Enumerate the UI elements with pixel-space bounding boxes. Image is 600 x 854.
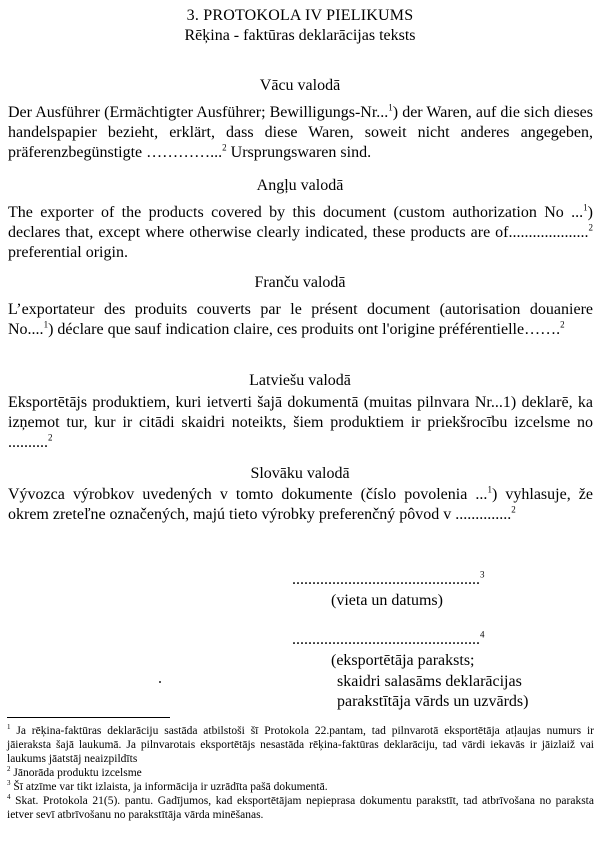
section-text-latvian <box>8 393 593 453</box>
footnote-number: 1 <box>7 723 11 732</box>
section-heading-latvian: Latviešu valodā <box>249 372 351 389</box>
footnote-ref: 1 <box>43 319 49 330</box>
german-text-part3: Ursprungswaren sind. <box>226 144 372 161</box>
annex-title: 3. PROTOKOLA IV PIELIKUMS <box>186 7 414 24</box>
footnote-number: 3 <box>7 779 11 788</box>
footnote-ref: 2 <box>588 222 593 233</box>
footnote-number: 2 <box>7 765 11 774</box>
footnote-text: Skat. Protokola 21(5). pantu. Gadījumos, kad eksportētājam nepieprasa dokumentu parakstīt, tad atbrīvošana no paraksta ietver sevī atbrīvošanu no parakstītāja vārda minēšanas. <box>7 795 594 821</box>
footnote-3 <box>7 780 594 794</box>
footnote-number: 4 <box>7 793 11 802</box>
section-heading-french: Franču valodā <box>254 274 346 291</box>
section-heading-english: Angļu valodā <box>256 177 344 194</box>
footnote-2 <box>7 766 594 780</box>
footnote-ref: 2 <box>560 319 565 330</box>
signature-label-line3: parakstītāja vārds un uzvārds) <box>337 693 529 710</box>
footnote-ref: 1 <box>583 202 588 213</box>
footnote-ref: 2 <box>48 432 53 443</box>
french-text-part1: L’exportateur des produits couverts par le présent document (autorisation douaniere No.... <box>8 301 593 338</box>
german-text-part1: Der Ausführer (Ermächtigter Ausführer; Bewilligungs-Nr... <box>8 104 389 121</box>
footnote-text: Šī atzīme var tikt izlaista, ja informācija ir uzrādīta pašā dokumentā. <box>10 781 328 793</box>
slovak-text-part1: Vývozca výrobkov uvedených v tomto dokumente (číslo povolenia ... <box>8 486 488 503</box>
section-text-german <box>8 103 593 163</box>
footnote-ref: 2 <box>511 504 516 515</box>
footnote-1 <box>7 724 594 766</box>
footnote-separator <box>7 717 170 718</box>
footnote-ref: 1 <box>388 102 393 113</box>
place-date-label: (vieta un datums) <box>331 592 443 609</box>
section-text-slovak <box>8 485 593 525</box>
section-heading-german: Vācu valodā <box>259 77 341 94</box>
footnote-ref: 1 <box>487 484 492 495</box>
signature-label-line2: skaidri salasāms deklarācijas <box>337 673 522 690</box>
footnote-ref: 3 <box>480 569 485 580</box>
footnote-text: Ja rēķina-faktūras deklarāciju sastāda atbilstoši šī Protokola 22.pantam, tad pilnvarotā eksportētāja atļaujas numurs ir jāieraksta šajā laukumā. Ja pilnvarotais eksportētājs nesastāda rēķina-faktūras deklarāciju, tad vārdi iekavās ir jāizlaiž vai laukums jāatstāj neaizpildīts <box>7 725 594 765</box>
english-text-part2: ) declares that, except where otherwise clearly indicated, these products are of.................... <box>8 204 593 241</box>
place-date-dots: ............................................... <box>292 571 480 588</box>
signature-line <box>292 631 485 649</box>
footnote-ref: 2 <box>222 142 227 153</box>
signature-label-line1: (eksportētāja paraksts; <box>331 652 475 669</box>
slovak-text-part2: ) vyhlasuje, že okrem zreteľne označených, majú tieto výrobky preferenčný pôvod v .............. <box>8 486 594 523</box>
scan-speck <box>159 681 161 683</box>
section-text-french <box>8 300 593 340</box>
english-text-part1: The exporter of the products covered by this document (custom authorization No ... <box>8 204 584 221</box>
footnote-ref: 4 <box>480 629 485 640</box>
section-text-english <box>8 203 593 263</box>
signature-dots: ............................................... <box>292 631 480 648</box>
english-text-part3: preferential origin. <box>8 244 128 261</box>
section-heading-slovak: Slovāku valodā <box>250 465 350 482</box>
german-text-part2: ) der Waren, auf die sich dieses handelspapier bezieht, erklärt, dass diese Waren, soweit nicht anderes angegeben, präferenzbegünstigte …………... <box>8 104 594 161</box>
annex-subtitle: Rēķina - faktūras deklarācijas teksts <box>184 27 416 44</box>
footnote-4 <box>7 794 594 822</box>
french-text-part2: ) déclare que sauf indication claire, ces produits ont l'origine préférentielle……. <box>48 321 561 338</box>
latvian-text: Eksportētājs produktiem, kuri ietverti šajā dokumentā (muitas pilnvara Nr...1) deklarē, ka izņemot tur, kur ir citādi skaidri noteikts, šiem produktiem ir priekšrocību izcelsme no .......... <box>8 394 593 451</box>
footnote-text: Jānorāda produktu izcelsme <box>10 767 142 779</box>
place-date-line <box>292 571 485 589</box>
footnotes <box>7 724 594 822</box>
